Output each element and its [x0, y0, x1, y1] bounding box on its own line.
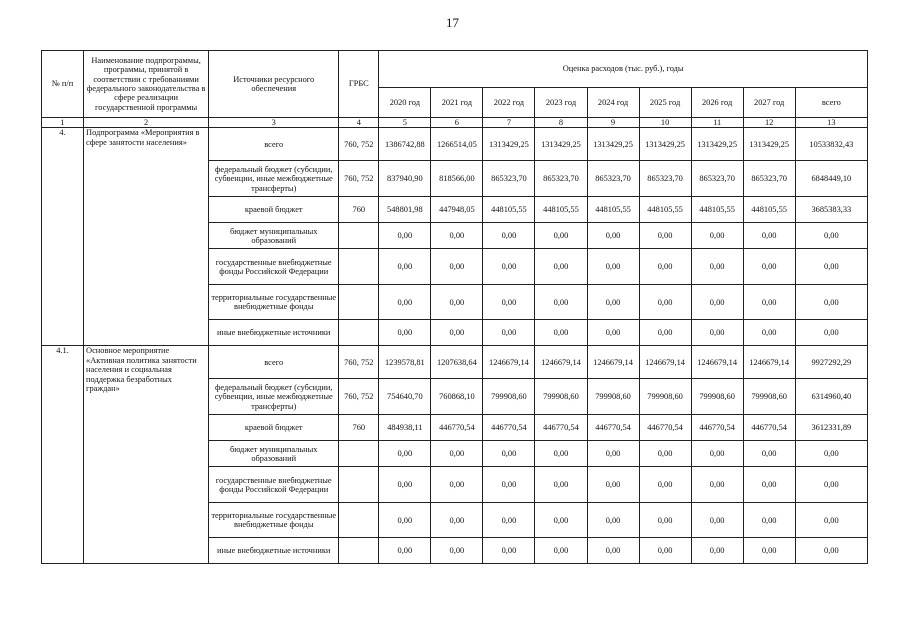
- column-index: 13: [795, 118, 867, 128]
- column-index: 8: [535, 118, 587, 128]
- year-value: 0,00: [431, 320, 483, 346]
- total-value: 10533832,43: [795, 128, 867, 161]
- year-value: 865323,70: [483, 161, 535, 197]
- grbs-code: [339, 467, 379, 503]
- year-value: 0,00: [743, 285, 795, 320]
- funding-source: всего: [209, 346, 339, 379]
- year-value: 0,00: [639, 249, 691, 285]
- total-value: 0,00: [795, 285, 867, 320]
- header-number: № п/п: [42, 51, 84, 118]
- total-value: 9927292,29: [795, 346, 867, 379]
- page-number: 17: [446, 15, 459, 30]
- year-value: 1246679,14: [691, 346, 743, 379]
- year-value: 0,00: [431, 467, 483, 503]
- year-value: 0,00: [587, 441, 639, 467]
- total-value: 3685383,33: [795, 197, 867, 223]
- year-value: 0,00: [639, 467, 691, 503]
- year-value: 1313429,25: [483, 128, 535, 161]
- column-index: 4: [339, 118, 379, 128]
- year-value: 0,00: [691, 320, 743, 346]
- year-value: 484938,11: [379, 415, 431, 441]
- year-value: 1246679,14: [639, 346, 691, 379]
- year-value: 448105,55: [587, 197, 639, 223]
- year-value: 799908,60: [535, 379, 587, 415]
- header-estimate: Оценка расходов (тыс. руб.), годы: [379, 51, 868, 88]
- year-value: 0,00: [691, 467, 743, 503]
- year-value: 0,00: [483, 441, 535, 467]
- year-value: 0,00: [639, 223, 691, 249]
- column-index: 10: [639, 118, 691, 128]
- column-index: 6: [431, 118, 483, 128]
- year-value: 446770,54: [431, 415, 483, 441]
- year-value: 1246679,14: [587, 346, 639, 379]
- header-sources: Источники ресурсного обеспечения: [209, 51, 339, 118]
- total-value: 0,00: [795, 538, 867, 564]
- year-value: 799908,60: [639, 379, 691, 415]
- year-value: 799908,60: [587, 379, 639, 415]
- year-value: 0,00: [691, 249, 743, 285]
- year-value: 1246679,14: [483, 346, 535, 379]
- year-value: 0,00: [743, 320, 795, 346]
- total-value: 0,00: [795, 467, 867, 503]
- year-value: 799908,60: [691, 379, 743, 415]
- year-value: 0,00: [535, 249, 587, 285]
- total-value: 3612331,89: [795, 415, 867, 441]
- funding-source: бюджет муниципальных образований: [209, 223, 339, 249]
- year-value: 446770,54: [483, 415, 535, 441]
- year-value: 1313429,25: [743, 128, 795, 161]
- year-value: 0,00: [379, 223, 431, 249]
- year-value: 0,00: [379, 320, 431, 346]
- total-value: 6848449,10: [795, 161, 867, 197]
- year-value: 0,00: [535, 223, 587, 249]
- year-value: 799908,60: [483, 379, 535, 415]
- funding-source: государственные внебюджетные фонды Российской Федерации: [209, 467, 339, 503]
- column-index-row: [42, 118, 868, 128]
- total-value: 0,00: [795, 441, 867, 467]
- year-value: 818566,00: [431, 161, 483, 197]
- year-value: 1207638,64: [431, 346, 483, 379]
- year-value: 448105,55: [535, 197, 587, 223]
- funding-source: иные внебюджетные источники: [209, 538, 339, 564]
- header-year: 2026 год: [691, 88, 743, 118]
- funding-source: федеральный бюджет (субсидии, субвенции, иные межбюджетные трансферты): [209, 161, 339, 197]
- total-value: 0,00: [795, 503, 867, 538]
- year-value: 446770,54: [587, 415, 639, 441]
- year-value: 446770,54: [743, 415, 795, 441]
- year-value: 0,00: [587, 285, 639, 320]
- year-value: 0,00: [587, 249, 639, 285]
- year-value: 0,00: [431, 285, 483, 320]
- grbs-code: [339, 441, 379, 467]
- grbs-code: [339, 503, 379, 538]
- grbs-code: [339, 538, 379, 564]
- year-value: 0,00: [639, 538, 691, 564]
- year-value: 1246679,14: [535, 346, 587, 379]
- header-year: 2023 год: [535, 88, 587, 118]
- header-year: 2022 год: [483, 88, 535, 118]
- year-value: 0,00: [743, 249, 795, 285]
- table-row: [42, 346, 868, 379]
- year-value: 0,00: [691, 285, 743, 320]
- total-value: 0,00: [795, 249, 867, 285]
- funding-source: иные внебюджетные источники: [209, 320, 339, 346]
- year-value: 0,00: [379, 285, 431, 320]
- year-value: 0,00: [743, 223, 795, 249]
- grbs-code: 760, 752: [339, 128, 379, 161]
- year-value: 446770,54: [639, 415, 691, 441]
- header-year: 2021 год: [431, 88, 483, 118]
- expenditure-table: [41, 50, 868, 564]
- total-value: 0,00: [795, 223, 867, 249]
- header-program-name: Наименование подпрограммы, программы, принятой в соответствии с требованиями федерального законодательства в сфере реализации государственной программы: [84, 51, 209, 118]
- year-value: 446770,54: [535, 415, 587, 441]
- year-value: 0,00: [379, 538, 431, 564]
- year-value: 448105,55: [639, 197, 691, 223]
- year-value: 548801,98: [379, 197, 431, 223]
- year-value: 1313429,25: [535, 128, 587, 161]
- year-value: 0,00: [431, 249, 483, 285]
- column-index: 11: [691, 118, 743, 128]
- year-value: 0,00: [535, 320, 587, 346]
- column-index: 3: [209, 118, 339, 128]
- year-value: 0,00: [535, 441, 587, 467]
- year-value: 0,00: [535, 467, 587, 503]
- total-value: 6314960,40: [795, 379, 867, 415]
- year-value: 0,00: [379, 249, 431, 285]
- year-value: 0,00: [483, 538, 535, 564]
- grbs-code: 760: [339, 197, 379, 223]
- column-index: 1: [42, 118, 84, 128]
- year-value: 0,00: [431, 223, 483, 249]
- year-value: 837940,90: [379, 161, 431, 197]
- year-value: 1266514,05: [431, 128, 483, 161]
- funding-source: федеральный бюджет (субсидии, субвенции, иные межбюджетные трансферты): [209, 379, 339, 415]
- year-value: 0,00: [431, 441, 483, 467]
- header-year: 2020 год: [379, 88, 431, 118]
- year-value: 865323,70: [743, 161, 795, 197]
- year-value: 865323,70: [691, 161, 743, 197]
- year-value: 0,00: [379, 467, 431, 503]
- year-value: 0,00: [379, 441, 431, 467]
- grbs-code: 760: [339, 415, 379, 441]
- year-value: 0,00: [639, 503, 691, 538]
- year-value: 1313429,25: [691, 128, 743, 161]
- year-value: 0,00: [691, 441, 743, 467]
- year-value: 0,00: [379, 503, 431, 538]
- funding-source: краевой бюджет: [209, 415, 339, 441]
- column-index: 9: [587, 118, 639, 128]
- year-value: 0,00: [483, 285, 535, 320]
- funding-source: всего: [209, 128, 339, 161]
- year-value: 446770,54: [691, 415, 743, 441]
- year-value: 865323,70: [535, 161, 587, 197]
- year-value: 1386742,88: [379, 128, 431, 161]
- year-value: 0,00: [587, 538, 639, 564]
- grbs-code: [339, 249, 379, 285]
- column-index: 2: [84, 118, 209, 128]
- year-value: 0,00: [535, 503, 587, 538]
- header-year: 2025 год: [639, 88, 691, 118]
- year-value: 0,00: [535, 538, 587, 564]
- year-value: 754640,70: [379, 379, 431, 415]
- year-value: 865323,70: [639, 161, 691, 197]
- funding-source: бюджет муниципальных образований: [209, 441, 339, 467]
- column-index: 12: [743, 118, 795, 128]
- grbs-code: 760, 752: [339, 379, 379, 415]
- year-value: 1313429,25: [587, 128, 639, 161]
- year-value: 0,00: [431, 503, 483, 538]
- header-grbs: ГРБС: [339, 51, 379, 118]
- column-index: 7: [483, 118, 535, 128]
- year-value: 1313429,25: [639, 128, 691, 161]
- year-value: 1239578,81: [379, 346, 431, 379]
- year-value: 448105,55: [691, 197, 743, 223]
- table-body: [42, 128, 868, 564]
- year-value: 0,00: [691, 223, 743, 249]
- year-value: 448105,55: [483, 197, 535, 223]
- year-value: 0,00: [483, 249, 535, 285]
- grbs-code: [339, 320, 379, 346]
- header-year: 2027 год: [743, 88, 795, 118]
- funding-source: территориальные государственные внебюджетные фонды: [209, 503, 339, 538]
- year-value: 1246679,14: [743, 346, 795, 379]
- year-value: 0,00: [691, 538, 743, 564]
- year-value: 0,00: [483, 467, 535, 503]
- year-value: 0,00: [483, 320, 535, 346]
- year-value: 0,00: [743, 538, 795, 564]
- year-value: 0,00: [483, 223, 535, 249]
- year-value: 0,00: [587, 320, 639, 346]
- year-value: 0,00: [587, 503, 639, 538]
- section-name: Подпрограмма «Мероприятия в сфере занятости населения»: [84, 128, 209, 346]
- year-value: 865323,70: [587, 161, 639, 197]
- grbs-code: [339, 285, 379, 320]
- funding-source: государственные внебюджетные фонды Российской Федерации: [209, 249, 339, 285]
- header-year: 2024 год: [587, 88, 639, 118]
- year-value: 0,00: [691, 503, 743, 538]
- year-value: 0,00: [483, 503, 535, 538]
- funding-source: краевой бюджет: [209, 197, 339, 223]
- year-value: 0,00: [743, 467, 795, 503]
- year-value: 0,00: [639, 285, 691, 320]
- year-value: 799908,60: [743, 379, 795, 415]
- year-value: 0,00: [639, 441, 691, 467]
- section-name: Основное мероприятие «Активная политика занятости населения и социальная поддержка безработных граждан»: [84, 346, 209, 564]
- grbs-code: 760, 752: [339, 346, 379, 379]
- header-total: всего: [795, 88, 867, 118]
- year-value: 0,00: [743, 441, 795, 467]
- table-row: [42, 128, 868, 161]
- year-value: 448105,55: [743, 197, 795, 223]
- year-value: 0,00: [535, 285, 587, 320]
- section-number: 4.: [42, 128, 84, 346]
- year-value: 0,00: [431, 538, 483, 564]
- year-value: 0,00: [587, 223, 639, 249]
- year-value: 0,00: [743, 503, 795, 538]
- year-value: 447948,05: [431, 197, 483, 223]
- year-value: 0,00: [639, 320, 691, 346]
- grbs-code: [339, 223, 379, 249]
- total-value: 0,00: [795, 320, 867, 346]
- section-number: 4.1.: [42, 346, 84, 564]
- year-value: 760868,10: [431, 379, 483, 415]
- funding-source: территориальные государственные внебюджетные фонды: [209, 285, 339, 320]
- year-value: 0,00: [587, 467, 639, 503]
- column-index: 5: [379, 118, 431, 128]
- grbs-code: 760, 752: [339, 161, 379, 197]
